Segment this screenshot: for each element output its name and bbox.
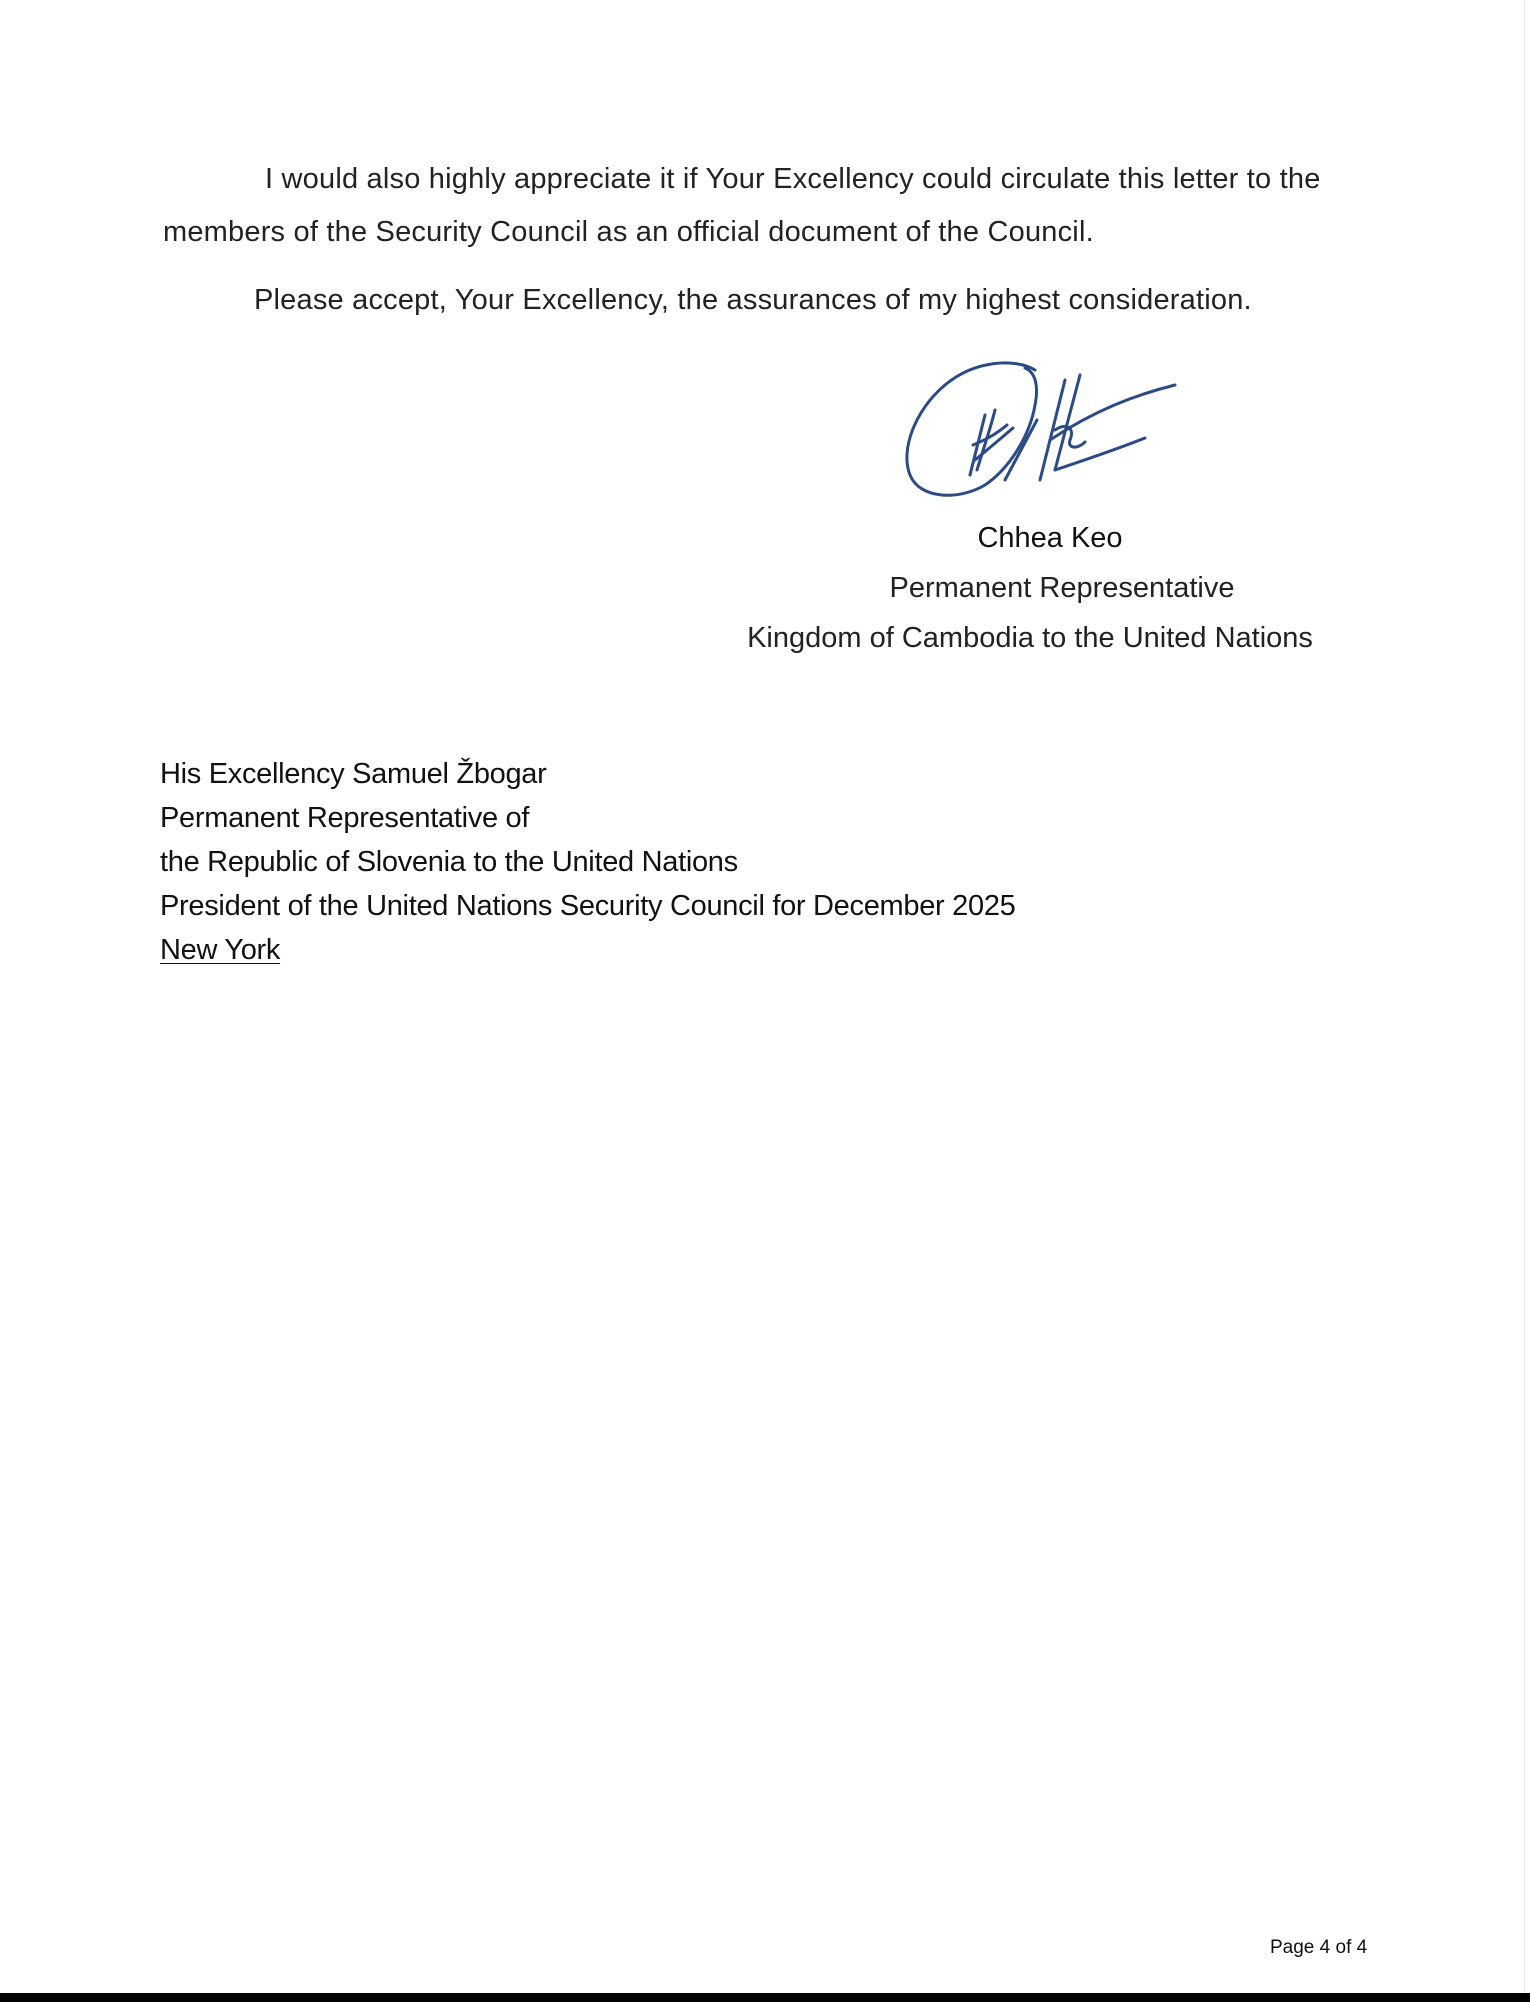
addressee-title: Permanent Representative of <box>160 802 530 834</box>
addressee-country: the Republic of Slovenia to the United Nations <box>160 846 738 878</box>
addressee-city: New York <box>160 934 281 966</box>
scan-bottom-bar <box>0 1993 1530 2002</box>
paragraph-1-line-2: members of the Security Council as an official document of the Council. <box>163 216 1094 248</box>
signatory-name: Chhea Keo <box>977 522 1123 554</box>
paragraph-1-line-1: I would also highly appreciate it if Your Excellency could circulate this letter to the <box>265 163 1321 195</box>
paragraph-2: Please accept, Your Excellency, the assurances of my highest consideration. <box>254 284 1252 316</box>
handwritten-signature <box>895 350 1185 510</box>
addressee-role: President of the United Nations Security Council for December 2025 <box>160 890 1016 922</box>
signatory-organization: Kingdom of Cambodia to the United Nations <box>747 622 1313 654</box>
signatory-title: Permanent Representative <box>889 572 1235 604</box>
page-number: Page 4 of 4 <box>1270 1937 1368 1958</box>
scan-edge-line <box>1524 0 1525 1993</box>
addressee-name: His Excellency Samuel Žbogar <box>160 758 547 790</box>
